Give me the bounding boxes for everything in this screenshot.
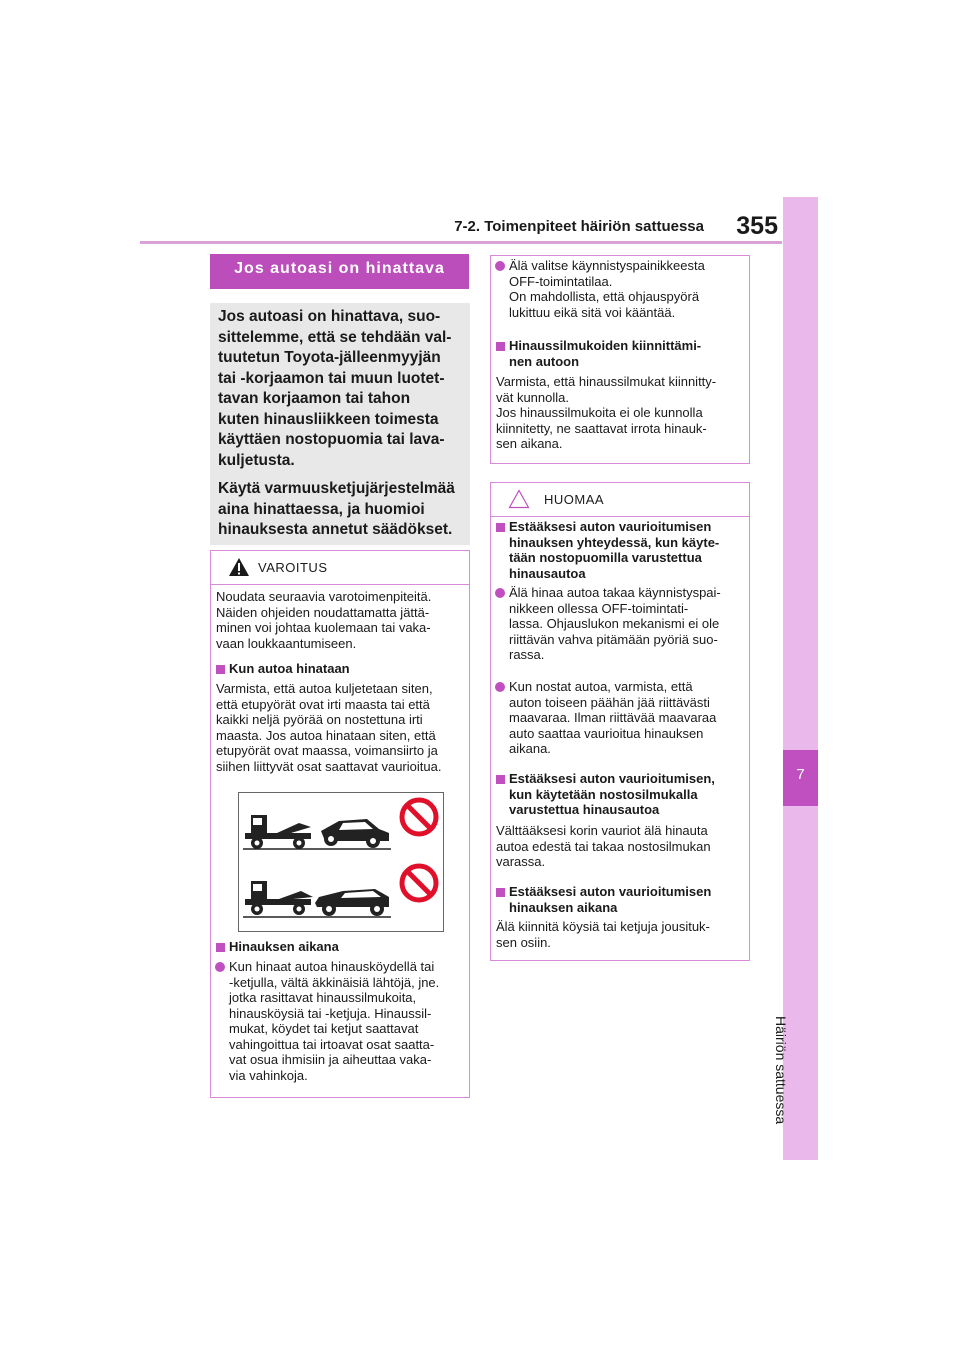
notice-title: HUOMAA xyxy=(544,492,605,507)
section-header-title: 7-2. Toimenpiteet häiriön sattuessa xyxy=(454,218,704,235)
warning-heading-towing: Kun autoa hinataan xyxy=(229,661,350,676)
notice-box xyxy=(490,482,750,961)
notice-heading-during: Estääksesi auton vaurioitumisen hinauksen aikana xyxy=(509,884,712,915)
tow-truck-top xyxy=(243,815,391,849)
header-divider xyxy=(140,241,782,244)
tow-truck-bottom xyxy=(243,881,391,917)
notice-header xyxy=(491,483,749,517)
square-bullet-icon xyxy=(496,775,505,784)
caution-triangle-icon xyxy=(508,489,530,509)
warning-heading-during-towing: Hinauksen aikana xyxy=(229,939,339,954)
prohibition-icon-bottom xyxy=(402,866,436,900)
round-bullet-icon xyxy=(495,261,505,271)
page-number: 355 xyxy=(736,212,778,240)
notice-heading-eyelet: Estääksesi auton vaurioitumisen, kun käytetään nostosilmukalla varustettua hinausautoa xyxy=(509,771,715,817)
towing-eyelet-text: Varmista, että hinaussilmukat kiinnitty- vät kunnolla. Jos hinaussilmukoita ei ole kunnolla kiinnitetty, ne saattavat irrota hinauk- sen aikana. xyxy=(496,374,717,451)
square-bullet-icon xyxy=(216,665,225,674)
round-bullet-icon xyxy=(495,588,505,598)
chapter-side-tab xyxy=(773,197,818,1160)
square-bullet-icon xyxy=(496,342,505,351)
prohibition-icon-top xyxy=(402,800,436,834)
intro-box xyxy=(210,303,470,545)
chapter-label: Häiriön sattuessa xyxy=(773,1016,789,1125)
chapter-number: 7 xyxy=(796,766,805,783)
warning-towing-text: Varmista, että autoa kuljetetaan siten, että etupyörät ovat irti maasta tai että kaikki neljä pyörää on nostettuna irti maasta. Jos autoa hinataan siten, että etupyörät ovat maassa, voimansiirto ja siihen liittyvät osat saattavat vaurioitua. xyxy=(216,681,442,774)
round-bullet-icon xyxy=(215,962,225,972)
intro-paragraph-1: Jos autoasi on hinattava, suo- sittelemme, että se tehdään val- tuutetun Toyota-jälleenmyyjän tai -korjaamon tai muun luotet- tavan korjaamon tai tahon kuten hinausliikkeen toimesta käyttäen nostopuomia tai lava- kuljetusta. xyxy=(218,308,452,469)
warning-title: VAROITUS xyxy=(258,560,328,575)
notice-during-text: Älä kiinnitä köysiä tai ketjuja jousituk- sen osiin. xyxy=(496,919,710,950)
warning-box xyxy=(210,550,470,1098)
notice-boom-text-2: Kun nostat autoa, varmista, että auton toiseen päähän jää riittävästi maavaraa. Ilman riittävää maavaraa auto saattaa vaurioitua hinauksen aikana. xyxy=(509,679,717,756)
square-bullet-icon xyxy=(496,523,505,532)
ignition-off-text: Älä valitse käynnistyspainikkeesta OFF-toimintatilaa. On mahdollista, että ohjauspyörä lukittuu eikä sitä voi kääntää. xyxy=(509,258,705,320)
notice-heading-boom: Estääksesi auton vaurioitumisen hinauksen yhteydessä, kun käyte- tään nostopuomilla varustettua hinausautoa xyxy=(509,519,720,581)
square-bullet-icon xyxy=(216,943,225,952)
warning-continued-box xyxy=(490,255,750,464)
warning-triangle-icon xyxy=(228,557,250,577)
notice-boom-text-1: Älä hinaa autoa takaa käynnistyspai- nikkeen ollessa OFF-toimintati- lassa. Ohjauslukon mekanismi ei ole riittävän vahva pitämään pyöriä suo- rassa. xyxy=(509,585,721,662)
towing-prohibited-illustration xyxy=(238,792,444,932)
section-title: Jos autoasi on hinattava xyxy=(234,260,445,277)
warning-during-towing-text: Kun hinaat autoa hinausköydellä tai -ketjulla, vältä äkkinäisiä lähtöjä, jne. jotka rasittavat hinaussilmukoita, hinausköysiä tai -ketjuja. Hinaussil- mukat, köydet tai ketjut saattavat vahingoittua tai irtoavat osat saatta- vat osua ihmisiin ja aiheuttaa vaka- via vahinkoja. xyxy=(229,959,440,1083)
notice-eyelet-text: Välttääksesi korin vauriot älä hinauta autoa edestä tai takaa nostosilmukan varassa. xyxy=(496,823,711,869)
tow-truck-illustration xyxy=(239,793,443,931)
intro-paragraph-2: Käytä varmuusketjujärjestelmää aina hinattaessa, ja huomioi hinauksesta annetut säädökset. xyxy=(218,480,455,538)
warning-header xyxy=(211,551,469,585)
towing-eyelet-heading: Hinaussilmukoiden kiinnittämi- nen autoon xyxy=(509,338,702,369)
square-bullet-icon xyxy=(496,888,505,897)
round-bullet-icon xyxy=(495,682,505,692)
warning-intro: Noudata seuraavia varotoimenpiteitä. Näiden ohjeiden noudattamatta jättä- minen voi johtaa kuolemaan tai vaka- vaan loukkaantumiseen. xyxy=(216,589,432,651)
